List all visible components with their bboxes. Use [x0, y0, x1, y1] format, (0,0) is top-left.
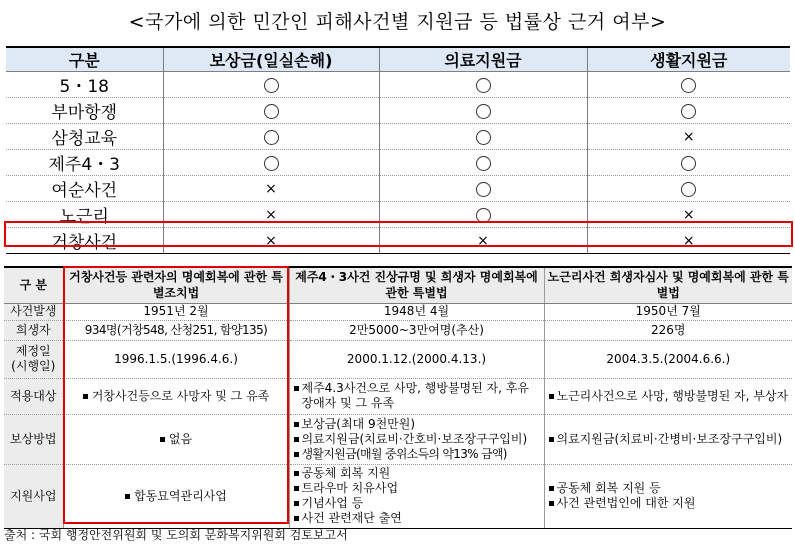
- nogeunri-enactment: 2004.3.5.(2004.6.6.): [544, 340, 792, 378]
- header-category: 구분: [6, 47, 163, 72]
- circle-icon: [476, 104, 491, 119]
- row-label-victims: 희생자: [4, 320, 63, 340]
- table-row: [4, 340, 792, 378]
- status-cell: [163, 98, 379, 124]
- cross-icon: ×: [265, 180, 277, 197]
- row-label-compensation: 보상방법: [4, 414, 63, 464]
- status-cell: [587, 176, 790, 202]
- geochang-support: [63, 464, 289, 528]
- table-row: [6, 98, 790, 124]
- jeju-scope: [289, 378, 544, 414]
- status-cell: [587, 124, 790, 150]
- special-act-comparison-table: [4, 266, 792, 529]
- row-label: 삼청교육: [6, 124, 163, 150]
- header-geochang-act: 거창사건등 관련자의 명예회복에 관한 특별조치법: [63, 267, 289, 303]
- table-row: [6, 150, 790, 176]
- status-cell: [587, 150, 790, 176]
- table-row: [4, 320, 792, 340]
- circle-icon: [476, 130, 491, 145]
- geochang-support-text: 합동묘역관리사업: [134, 488, 227, 503]
- status-cell: [379, 124, 587, 150]
- act-header-row: [4, 267, 792, 303]
- table-row: [6, 202, 790, 228]
- status-cell: [379, 72, 587, 98]
- circle-icon: [264, 104, 279, 119]
- source-note: 출처 : 국회 행정안전위원회 및 도의회 문화복지위원회 검토보고서: [4, 528, 348, 542]
- circle-icon: [476, 156, 491, 171]
- cross-icon: ×: [477, 232, 489, 249]
- circle-icon: [681, 182, 696, 197]
- cross-icon: ×: [682, 232, 695, 249]
- status-cell: [379, 176, 587, 202]
- nogeunri-victims: 226명: [544, 320, 792, 340]
- status-cell: [379, 202, 587, 228]
- geochang-compensation: [63, 414, 289, 464]
- circle-icon: [264, 130, 279, 145]
- circle-icon: [476, 208, 491, 223]
- table-row: [6, 124, 790, 150]
- status-cell: [587, 72, 790, 98]
- header-nogeunri-act: 노근리사건 희생자심사 및 명예회복에 관한 특별법: [544, 267, 792, 303]
- list-item: 트라우마 치유사업: [293, 481, 541, 496]
- header-compensation: 보상금(일실손해): [163, 47, 379, 72]
- bullet-icon: [83, 394, 88, 399]
- jeju-scope-text: 제주4.3사건으로 사망, 행방불명된 자, 후유장애자 및 그 유족: [293, 381, 541, 411]
- nogeunri-scope: [544, 378, 792, 414]
- geochang-scope-text: 거창사건등으로 사망자 및 그 유족: [91, 388, 270, 403]
- row-label: 노근리: [6, 202, 163, 228]
- header-living-support: 생활지원금: [587, 47, 790, 72]
- cross-icon: ×: [265, 232, 277, 249]
- circle-icon: [681, 104, 696, 119]
- row-label-enactment: 제정일 (시행일): [4, 340, 63, 378]
- nogeunri-compensation: [544, 414, 792, 464]
- list-item: 기념사업 등: [293, 496, 541, 511]
- support-basis-table: [6, 46, 790, 254]
- status-cell: [163, 202, 379, 228]
- row-label: 제주4・3: [6, 150, 163, 176]
- header-jeju-act: 제주4・3사건 진상규명 및 희생자 명예회복에 관한 특별법: [289, 267, 544, 303]
- jeju-incident-date: 1948년 4월: [289, 303, 544, 320]
- list-item: 생활지원금(매월 중위소득의 약13% 금액): [293, 447, 541, 462]
- geochang-compensation-text: 없음: [168, 431, 193, 446]
- circle-icon: [476, 182, 491, 197]
- jeju-victims: 2만5000~3만여명(추산): [289, 320, 544, 340]
- geochang-incident-date: 1951년 2월: [63, 303, 289, 320]
- row-label: 여순사건: [6, 176, 163, 202]
- list-item: 보상금(최대 9천만원): [293, 417, 541, 432]
- page-title: <국가에 의한 민간인 피해사건별 지원금 등 법률상 근거 여부>: [128, 11, 667, 33]
- list-item: 공동체 회복 지원 등: [548, 481, 790, 496]
- circle-icon: [681, 156, 696, 171]
- bullet-icon: [160, 437, 165, 442]
- nogeunri-support: [544, 464, 792, 528]
- row-label: 5・18: [6, 72, 163, 98]
- row-label-support: 지원사업: [4, 464, 63, 528]
- status-cell: [587, 98, 790, 124]
- list-item: 사건 관련법인에 대한 지원: [548, 496, 790, 511]
- geochang-scope: [63, 378, 289, 414]
- geochang-victims: 934명(거창548, 산청251, 함양135): [63, 320, 289, 340]
- table-row: [4, 464, 792, 528]
- jeju-support: [289, 464, 544, 528]
- row-label-incident-date: 사건발생: [4, 303, 63, 320]
- table-row: [4, 414, 792, 464]
- table-row: [4, 378, 792, 414]
- header-category: 구 분: [4, 267, 63, 303]
- geochang-enactment: 1996.1.5.(1996.4.6.): [63, 340, 289, 378]
- circle-icon: [681, 78, 696, 93]
- row-label: 거창사건: [6, 228, 163, 254]
- list-item: 사건 관련재단 출연: [293, 511, 541, 526]
- bullet-icon: [125, 494, 130, 499]
- circle-icon: [264, 78, 279, 93]
- cross-icon: ×: [682, 206, 695, 223]
- status-cell: [163, 228, 379, 254]
- jeju-enactment: 2000.1.12.(2000.4.13.): [289, 340, 544, 378]
- nogeunri-scope-text: 노근리사건으로 사망, 행방불명된 자, 부상자: [548, 389, 790, 404]
- cross-icon: ×: [265, 206, 277, 223]
- status-cell: [163, 124, 379, 150]
- table-row: [6, 228, 790, 254]
- row-label: 부마항쟁: [6, 98, 163, 124]
- table-row: [4, 303, 792, 320]
- status-cell: [163, 72, 379, 98]
- status-cell: [163, 150, 379, 176]
- circle-icon: [476, 78, 491, 93]
- table-row: [6, 176, 790, 202]
- list-item: 의료지원금(치료비·간병비·보조장구구입비): [548, 432, 790, 447]
- nogeunri-incident-date: 1950년 7월: [544, 303, 792, 320]
- header-medical-support: 의료지원금: [379, 47, 587, 72]
- list-item: 의료지원금(치료비·간호비·보조장구구입비): [293, 432, 541, 447]
- status-cell: [379, 150, 587, 176]
- status-cell: [379, 228, 587, 254]
- table-row: [6, 72, 790, 98]
- cross-icon: ×: [682, 128, 695, 145]
- support-basis-header-row: [6, 47, 790, 72]
- jeju-compensation: [289, 414, 544, 464]
- status-cell: [587, 202, 790, 228]
- circle-icon: [264, 156, 279, 171]
- status-cell: [379, 98, 587, 124]
- row-label-scope: 적용대상: [4, 378, 63, 414]
- status-cell: [587, 228, 790, 254]
- list-item: 공동체 회복 지원: [293, 466, 541, 481]
- status-cell: [163, 176, 379, 202]
